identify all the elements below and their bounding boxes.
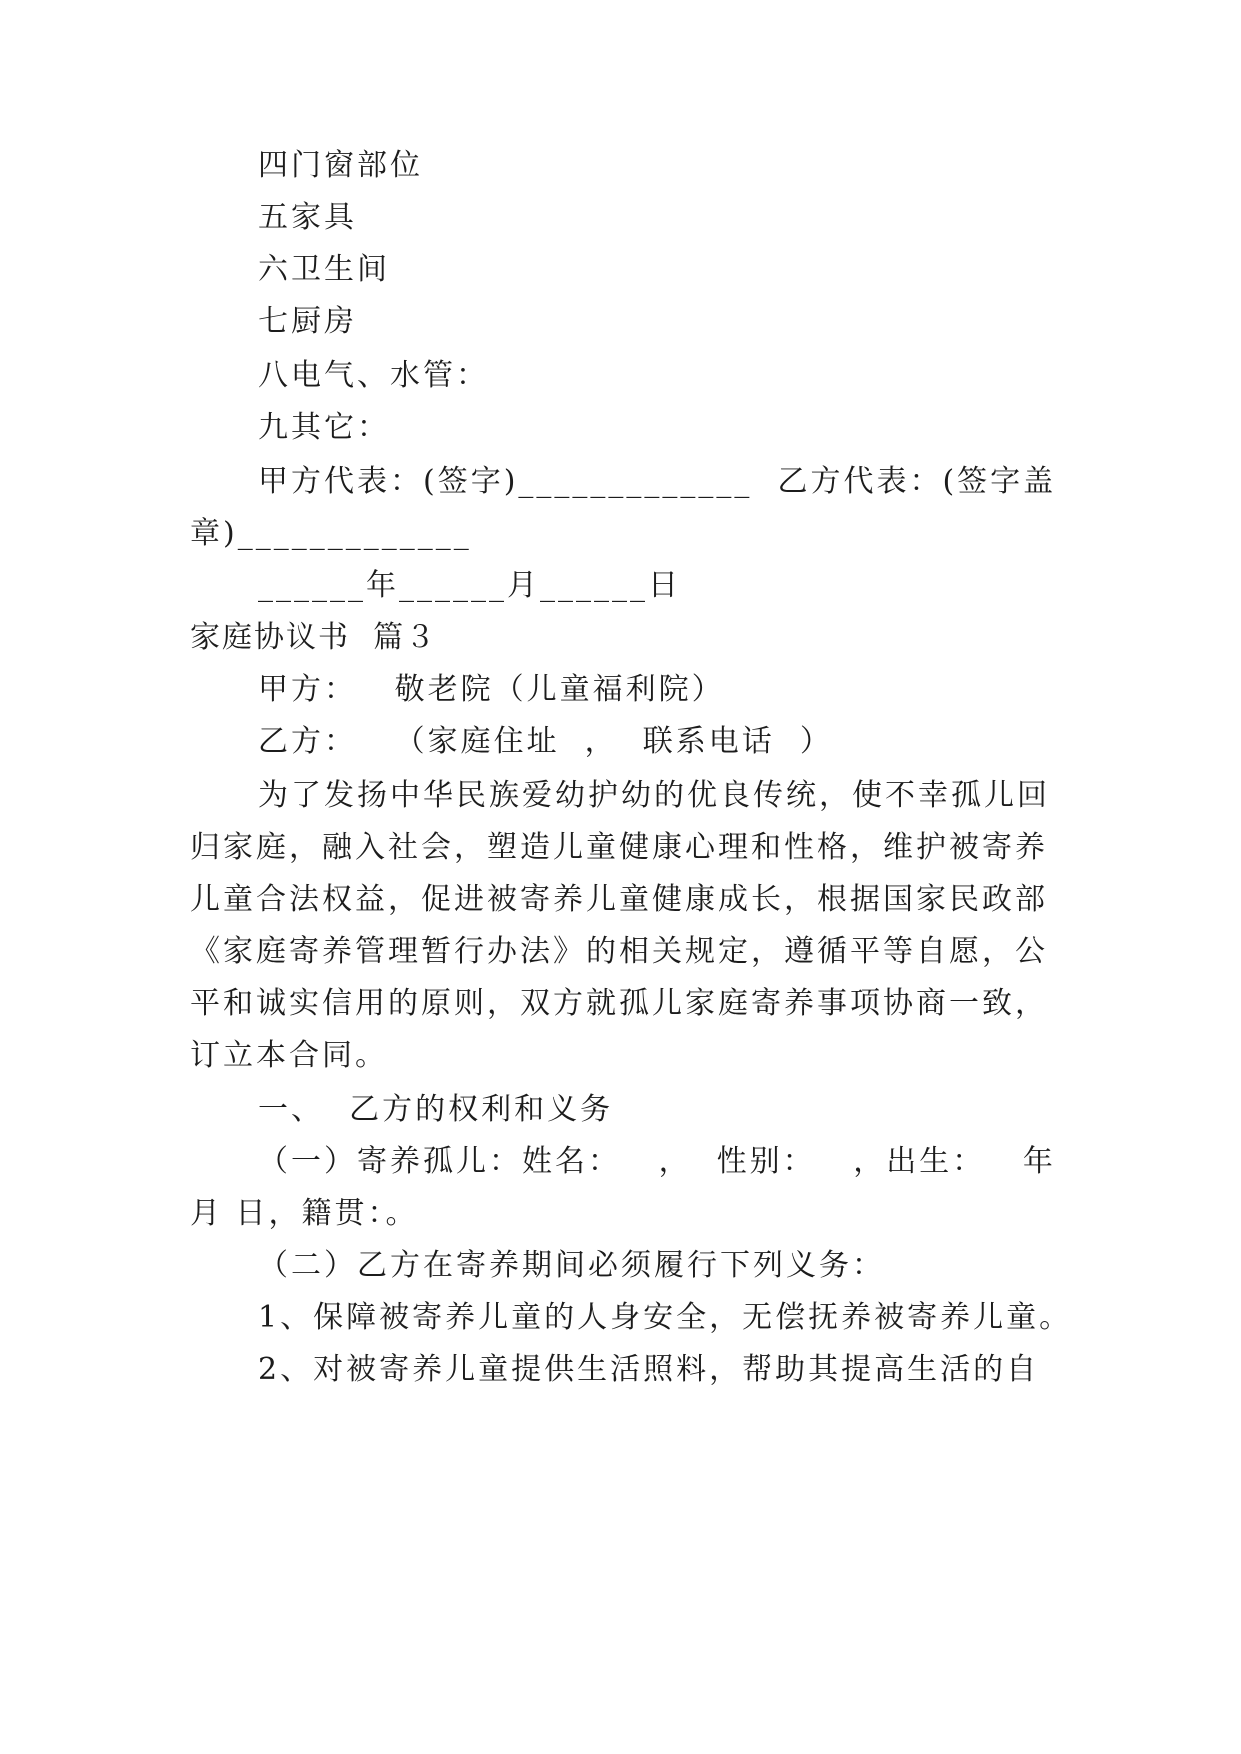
obligation-item-1: 1、保障被寄养儿童的人身安全，无偿抚养被寄养儿童。 (258, 1300, 1073, 1335)
intro-paragraph-line: 《家庭寄养管理暂行办法》的相关规定，遵循平等自愿，公 (190, 934, 1048, 969)
intro-paragraph-line: 为了发扬中华民族爱幼护幼的优良传统，使不幸孤儿回 (258, 778, 1050, 813)
signature-line-continued: 章)_____________ (190, 516, 472, 551)
clause-foster-child: （一）寄养孤儿：姓名： ， 性别： ，出生： 年 (258, 1144, 1056, 1179)
intro-paragraph-line: 儿童合法权益，促进被寄养儿童健康成长，根据国家民政部 (190, 882, 1048, 917)
list-item-other: 九其它： (258, 410, 390, 445)
intro-paragraph-line: 归家庭，融入社会，塑造儿童健康心理和性格，维护被寄养 (190, 830, 1048, 865)
date-line: ______年______月______日 (258, 568, 681, 603)
obligation-item-2: 2、对被寄养儿童提供生活照料，帮助其提高生活的自 (258, 1352, 1040, 1387)
list-item-bathroom: 六卫生间 (258, 252, 390, 287)
list-item-kitchen: 七厨房 (258, 304, 357, 339)
list-item-furniture: 五家具 (258, 200, 357, 235)
party-a: 甲方： 敬老院（儿童福利院） (258, 672, 725, 707)
list-item-doors-windows: 四门窗部位 (258, 148, 423, 183)
clause-obligations: （二）乙方在寄养期间必须履行下列义务： (258, 1248, 885, 1283)
list-item-electrical-plumbing: 八电气、水管： (258, 358, 489, 393)
intro-paragraph-line: 平和诚实信用的原则，双方就孤儿家庭寄养事项协商一致， (190, 986, 1048, 1021)
signature-line: 甲方代表：(签字)_____________ 乙方代表：(签字盖 (258, 464, 1057, 499)
clause-foster-child-continued: 月 日，籍贯：。 (190, 1196, 419, 1231)
section-title: 家庭协议书 篇３ (190, 620, 438, 655)
party-b: 乙方： （家庭住址 ， 联系电话 ） (258, 724, 833, 759)
intro-paragraph-line: 订立本合同。 (190, 1038, 388, 1073)
heading-rights-obligations: 一、 乙方的权利和义务 (258, 1092, 614, 1127)
